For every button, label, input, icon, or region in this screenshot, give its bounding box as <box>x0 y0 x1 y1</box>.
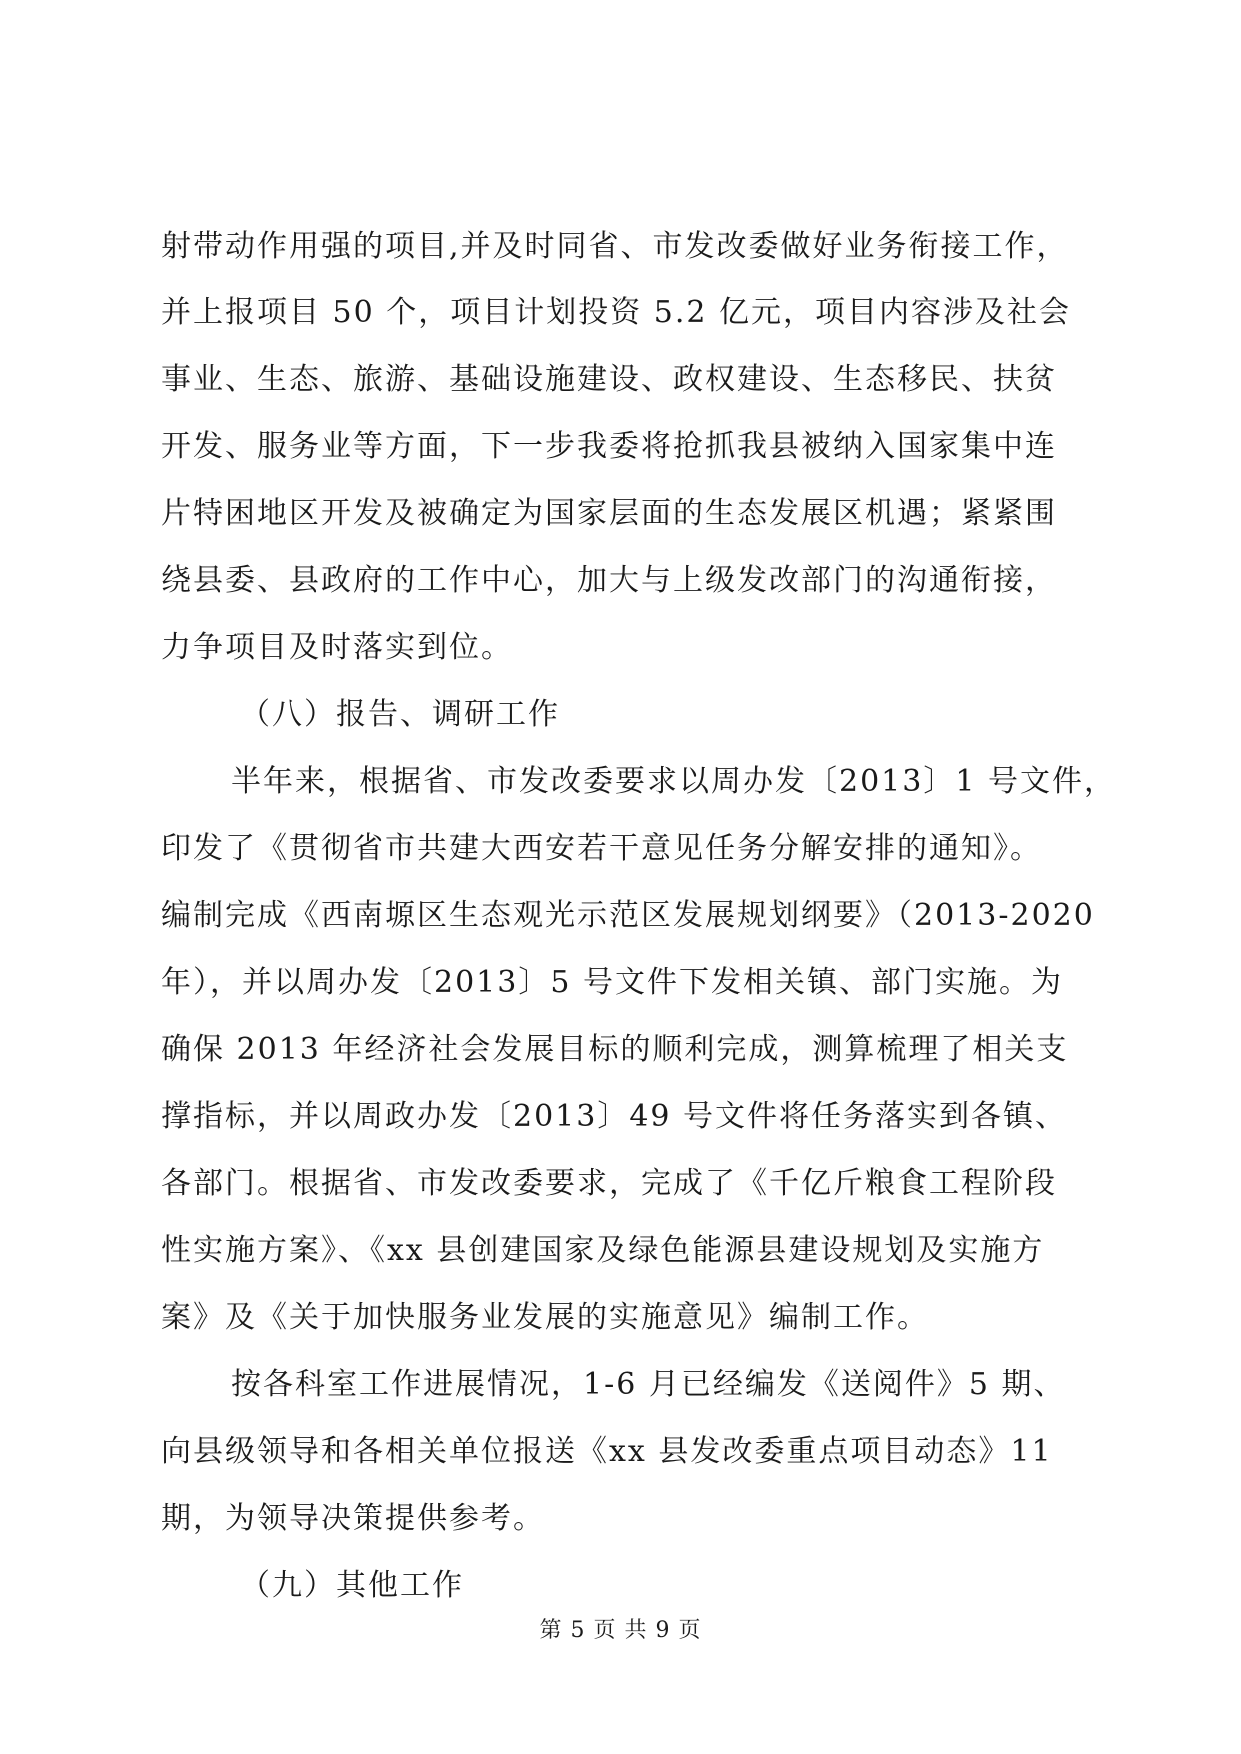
body-line: 并上报项目 50 个，项目计划投资 5.2 亿元，项目内容涉及社会 <box>161 295 1072 330</box>
section-heading: （八）报告、调研工作 <box>240 697 560 732</box>
body-line: 案》及《关于加快服务业发展的实施意见》编制工作。 <box>161 1300 929 1335</box>
body-line: 开发、服务业等方面，下一步我委将抢抓我县被纳入国家集中连 <box>161 429 1057 464</box>
body-line: 年），并以周办发〔2013〕5 号文件下发相关镇、部门实施。为 <box>161 965 1063 1000</box>
body-line: 编制完成《西南塬区生态观光示范区发展规划纲要》（2013-2020 <box>161 898 1095 933</box>
body-line: 射带动作用强的项目,并及时同省、市发改委做好业务衔接工作， <box>161 229 1069 264</box>
body-line: 各部门。根据省、市发改委要求，完成了《千亿斤粮食工程阶段 <box>161 1166 1057 1201</box>
body-line: 绕县委、县政府的工作中心，加大与上级发改部门的沟通衔接， <box>161 563 1057 598</box>
body-line: 向县级领导和各相关单位报送《xx 县发改委重点项目动态》11 <box>161 1434 1053 1469</box>
body-line: 力争项目及时落实到位。 <box>161 630 513 665</box>
body-line: 按各科室工作进展情况，1-6 月已经编发《送阅件》5 期、 <box>231 1367 1066 1402</box>
body-line: 印发了《贯彻省市共建大西安若干意见任务分解安排的通知》。 <box>161 831 1042 866</box>
section-heading: （九）其他工作 <box>240 1568 464 1603</box>
body-line: 撑指标，并以周政办发〔2013〕49 号文件将任务落实到各镇、 <box>161 1099 1068 1134</box>
body-line: 事业、生态、旅游、基础设施建设、政权建设、生态移民、扶贫 <box>161 362 1057 397</box>
body-line: 确保 2013 年经济社会发展目标的顺利完成，测算梳理了相关支 <box>161 1032 1069 1067</box>
page-number-footer: 第 5 页 共 9 页 <box>539 1618 702 1643</box>
body-line: 半年来，根据省、市发改委要求以周办发〔2013〕1 号文件， <box>231 764 1116 799</box>
body-line: 性实施方案》、《xx 县创建国家及绿色能源县建设规划及实施方 <box>161 1233 1045 1268</box>
body-line: 期，为领导决策提供参考。 <box>161 1501 545 1536</box>
body-line: 片特困地区开发及被确定为国家层面的生态发展区机遇；紧紧围 <box>161 496 1057 531</box>
